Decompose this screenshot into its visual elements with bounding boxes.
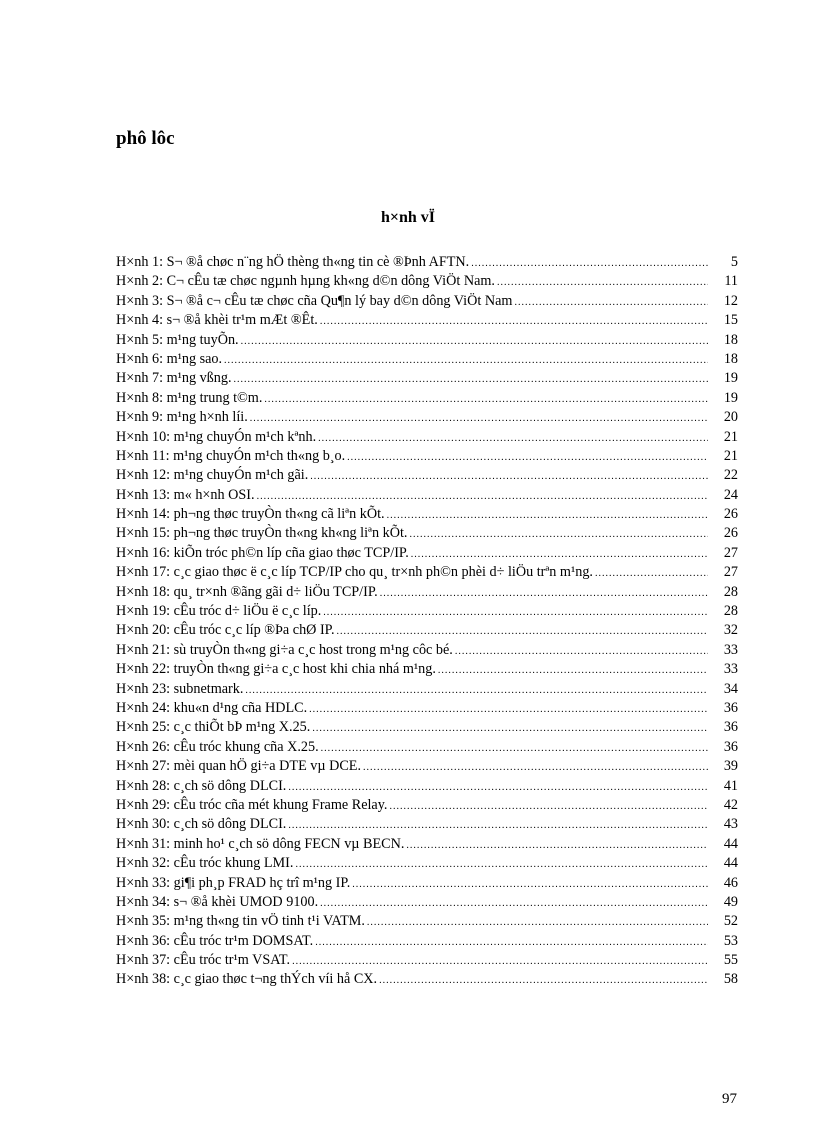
figure-entry xyxy=(116,369,738,388)
figure-entry-page: 28 xyxy=(723,603,738,620)
figure-entry-page: 39 xyxy=(723,758,738,775)
figure-entry xyxy=(116,253,738,272)
dot-leader xyxy=(320,312,708,331)
figure-entry xyxy=(116,641,738,660)
figure-entry-page: 24 xyxy=(723,486,738,503)
figure-entry-label: H×nh 8: m¹ng trung t©m. xyxy=(116,389,263,406)
figure-entry-page: 27 xyxy=(723,544,738,561)
figure-entry-page: 12 xyxy=(723,292,738,309)
page-number: 97 xyxy=(722,1091,737,1107)
dot-leader xyxy=(310,467,708,486)
figure-entry-label: H×nh 7: m¹ng vßng. xyxy=(116,370,232,387)
dot-leader xyxy=(389,797,708,816)
figure-entry-page: 19 xyxy=(723,370,738,387)
figure-entry-label: H×nh 27: mèi quan hÖ gi÷a DTE vµ DCE. xyxy=(116,758,362,775)
figure-entry xyxy=(116,331,738,350)
figure-entry-label: H×nh 15: ph¬ng thøc truyÒn th«ng kh«ng liªn kÕt. xyxy=(116,525,408,542)
figure-entry xyxy=(116,272,738,291)
figure-entry-page: 33 xyxy=(723,641,738,658)
figure-entry xyxy=(116,621,738,640)
figure-entry-page: 22 xyxy=(723,467,738,484)
figure-entry xyxy=(116,311,738,330)
figure-entry xyxy=(116,505,738,524)
figure-entry xyxy=(116,428,738,447)
figure-entry-page: 55 xyxy=(723,952,738,969)
figure-entry xyxy=(116,835,738,854)
figure-entry xyxy=(116,563,738,582)
figure-entry xyxy=(116,912,738,931)
figure-entry-page: 33 xyxy=(723,661,738,678)
figure-entry xyxy=(116,292,738,311)
figure-entry-page: 26 xyxy=(723,525,738,542)
figure-entry-page: 49 xyxy=(723,893,738,910)
figure-entry-page: 53 xyxy=(723,932,738,949)
figure-entry-page: 18 xyxy=(723,331,738,348)
figure-entry xyxy=(116,602,738,621)
figure-entry-label: H×nh 17: c¸c giao thøc ë c¸c líp TCP/IP cho qu¸ tr×nh ph©n phèi d÷ liÖu trªn m¹ng. xyxy=(116,564,593,581)
dot-leader xyxy=(409,525,708,544)
figure-entry-page: 11 xyxy=(724,273,738,290)
dot-leader xyxy=(315,933,708,952)
dot-leader xyxy=(367,913,708,932)
figure-list xyxy=(116,253,738,990)
figure-entry-page: 28 xyxy=(723,583,738,600)
figure-entry-label: H×nh 24: khu«n d¹ng cña HDLC. xyxy=(116,699,308,716)
figure-entry-label: H×nh 36: cÊu tróc tr¹m DOMSAT. xyxy=(116,932,314,949)
figure-entry xyxy=(116,447,738,466)
dot-leader xyxy=(471,254,708,273)
appendix-heading: phô lôc xyxy=(116,128,175,149)
dot-leader xyxy=(323,603,708,622)
figure-entry xyxy=(116,738,738,757)
dot-leader xyxy=(337,622,708,641)
figure-entry-page: 27 xyxy=(723,564,738,581)
figure-entry-label: H×nh 10: m¹ng chuyÓn m¹ch kªnh. xyxy=(116,428,317,445)
figure-entry-label: H×nh 32: cÊu tróc khung LMI. xyxy=(116,855,294,872)
dot-leader xyxy=(497,273,708,292)
figure-entry xyxy=(116,777,738,796)
figure-entry-label: H×nh 3: S¬ ®å c¬ cÊu tæ chøc cña Qu¶n lý bay d©n dông ViÖt Nam xyxy=(116,292,513,309)
figure-entry-page: 21 xyxy=(723,428,738,445)
figure-entry-page: 21 xyxy=(723,447,738,464)
dot-leader xyxy=(406,836,708,855)
figure-entry-label: H×nh 29: cÊu tróc cña mét khung Frame Relay. xyxy=(116,796,388,813)
figure-entry-page: 26 xyxy=(723,506,738,523)
dot-leader xyxy=(380,584,708,603)
figure-entry-label: H×nh 31: minh ho¹ c¸ch sö dông FECN vµ BECN. xyxy=(116,835,405,852)
figure-entry xyxy=(116,893,738,912)
figure-entry xyxy=(116,408,738,427)
figure-entry-page: 36 xyxy=(723,699,738,716)
dot-leader xyxy=(224,351,708,370)
figure-entry-label: H×nh 28: c¸ch sö dông DLCI. xyxy=(116,777,287,794)
figure-entry-page: 34 xyxy=(723,680,738,697)
dot-leader xyxy=(438,661,708,680)
figure-entry-page: 32 xyxy=(723,622,738,639)
figure-entry xyxy=(116,486,738,505)
figure-entry-label: H×nh 14: ph¬ng thøc truyÒn th«ng cã liªn kÕt. xyxy=(116,506,385,523)
dot-leader xyxy=(312,719,708,738)
figure-entry xyxy=(116,544,738,563)
figure-entry-page: 20 xyxy=(723,409,738,426)
figure-entry-page: 5 xyxy=(730,254,738,270)
figure-entry-page: 42 xyxy=(723,796,738,813)
dot-leader xyxy=(352,875,708,894)
figure-entry-page: 18 xyxy=(723,350,738,367)
figure-entry-page: 36 xyxy=(723,719,738,736)
dot-leader xyxy=(288,778,708,797)
figure-entry xyxy=(116,718,738,737)
dot-leader xyxy=(321,739,708,758)
figure-entry-page: 44 xyxy=(723,835,738,852)
dot-leader xyxy=(309,700,708,719)
figure-entry-label: H×nh 34: s¬ ®å khèi UMOD 9100. xyxy=(116,893,319,910)
figure-entry-label: H×nh 23: subnetmark. xyxy=(116,680,244,697)
dot-leader xyxy=(241,332,708,351)
figure-entry-label: H×nh 6: m¹ng sao. xyxy=(116,350,223,367)
dot-leader xyxy=(250,409,708,428)
figure-entry-label: H×nh 19: cÊu tróc d÷ liÖu ë c¸c líp. xyxy=(116,603,322,620)
figure-entry-label: H×nh 4: s¬ ®å khèi tr¹m mÆt ®Êt. xyxy=(116,312,318,329)
figure-entry-label: H×nh 30: c¸ch sö dông DLCI. xyxy=(116,816,287,833)
figure-entry-label: H×nh 22: truyÒn th«ng gi÷a c¸c host khi chia nhá m¹ng. xyxy=(116,661,436,678)
figure-entry-label: H×nh 33: gi¶i ph¸p FRAD hç trî m¹ng IP. xyxy=(116,874,351,891)
dot-leader xyxy=(264,390,708,409)
dot-leader xyxy=(257,487,708,506)
dot-leader xyxy=(347,448,708,467)
figure-entry-label: H×nh 2: C¬ cÊu tæ chøc ngµnh hµng kh«ng d©n dông ViÖt Nam. xyxy=(116,273,495,290)
figure-entry-label: H×nh 16: kiÕn tróc ph©n líp cña giao thøc TCP/IP. xyxy=(116,544,409,561)
dot-leader xyxy=(318,429,708,448)
figure-entry-label: H×nh 18: qu¸ tr×nh ®ãng gãi d÷ liÖu TCP/IP. xyxy=(116,583,378,600)
figure-entry xyxy=(116,583,738,602)
figure-entry-page: 43 xyxy=(723,816,738,833)
figure-entry-label: H×nh 25: c¸c thiÕt bÞ m¹ng X.25. xyxy=(116,719,311,736)
figure-entry xyxy=(116,389,738,408)
dot-leader xyxy=(234,370,708,389)
figure-entry xyxy=(116,660,738,679)
dot-leader xyxy=(292,952,708,971)
figure-entry-label: H×nh 37: cÊu tróc tr¹m VSAT. xyxy=(116,952,291,969)
figure-entry xyxy=(116,932,738,951)
figure-entry xyxy=(116,524,738,543)
figure-entry-label: H×nh 5: m¹ng tuyÕn. xyxy=(116,331,239,348)
figure-entry-label: H×nh 26: cÊu tróc khung cña X.25. xyxy=(116,738,319,755)
figures-subheading: h×nh vÏ xyxy=(380,209,436,226)
dot-leader xyxy=(379,971,708,990)
figure-entry-page: 52 xyxy=(723,913,738,930)
dot-leader xyxy=(595,564,708,583)
figure-entry xyxy=(116,815,738,834)
figure-entry-page: 36 xyxy=(723,738,738,755)
figure-entry-label: H×nh 9: m¹ng h×nh líi. xyxy=(116,409,248,426)
dot-leader xyxy=(514,293,708,312)
figure-entry-label: H×nh 20: cÊu tróc c¸c líp ®Þa chØ IP. xyxy=(116,622,335,639)
dot-leader xyxy=(245,681,708,700)
figure-entry xyxy=(116,951,738,970)
figure-entry xyxy=(116,699,738,718)
figure-entry-label: H×nh 21: sù truyÒn th«ng gi÷a c¸c host trong m¹ng côc bé. xyxy=(116,641,453,658)
figure-entry xyxy=(116,874,738,893)
figure-entry-page: 46 xyxy=(723,874,738,891)
figure-entry-label: H×nh 1: S¬ ®å chøc n¨ng hÖ thèng th«ng tin cè ®Þnh AFTN. xyxy=(116,254,470,270)
figure-entry-label: H×nh 38: c¸c giao thøc t¬ng thÝch víi hå CX. xyxy=(116,971,378,988)
figure-entry xyxy=(116,757,738,776)
dot-leader xyxy=(363,758,708,777)
figure-entry-label: H×nh 11: m¹ng chuyÓn m¹ch th«ng b¸o. xyxy=(116,447,346,464)
figure-entry-page: 41 xyxy=(723,777,738,794)
dot-leader xyxy=(320,894,708,913)
figure-entry xyxy=(116,350,738,369)
dot-leader xyxy=(288,816,708,835)
figure-entry-page: 44 xyxy=(723,855,738,872)
figure-entry xyxy=(116,854,738,873)
dot-leader xyxy=(295,855,708,874)
dot-leader xyxy=(411,545,708,564)
figure-entry xyxy=(116,796,738,815)
figure-entry-label: H×nh 13: m« h×nh OSI. xyxy=(116,486,255,503)
figure-entry xyxy=(116,680,738,699)
figure-entry-page: 15 xyxy=(723,312,738,329)
figure-entry-label: H×nh 35: m¹ng th«ng tin vÖ tinh t¹i VATM. xyxy=(116,913,365,930)
dot-leader xyxy=(387,506,708,525)
dot-leader xyxy=(455,642,708,661)
figure-entry-label: H×nh 12: m¹ng chuyÓn m¹ch gãi. xyxy=(116,467,309,484)
figure-entry xyxy=(116,970,738,989)
figure-entry xyxy=(116,466,738,485)
figure-entry-page: 19 xyxy=(723,389,738,406)
figure-entry-page: 58 xyxy=(723,971,738,988)
